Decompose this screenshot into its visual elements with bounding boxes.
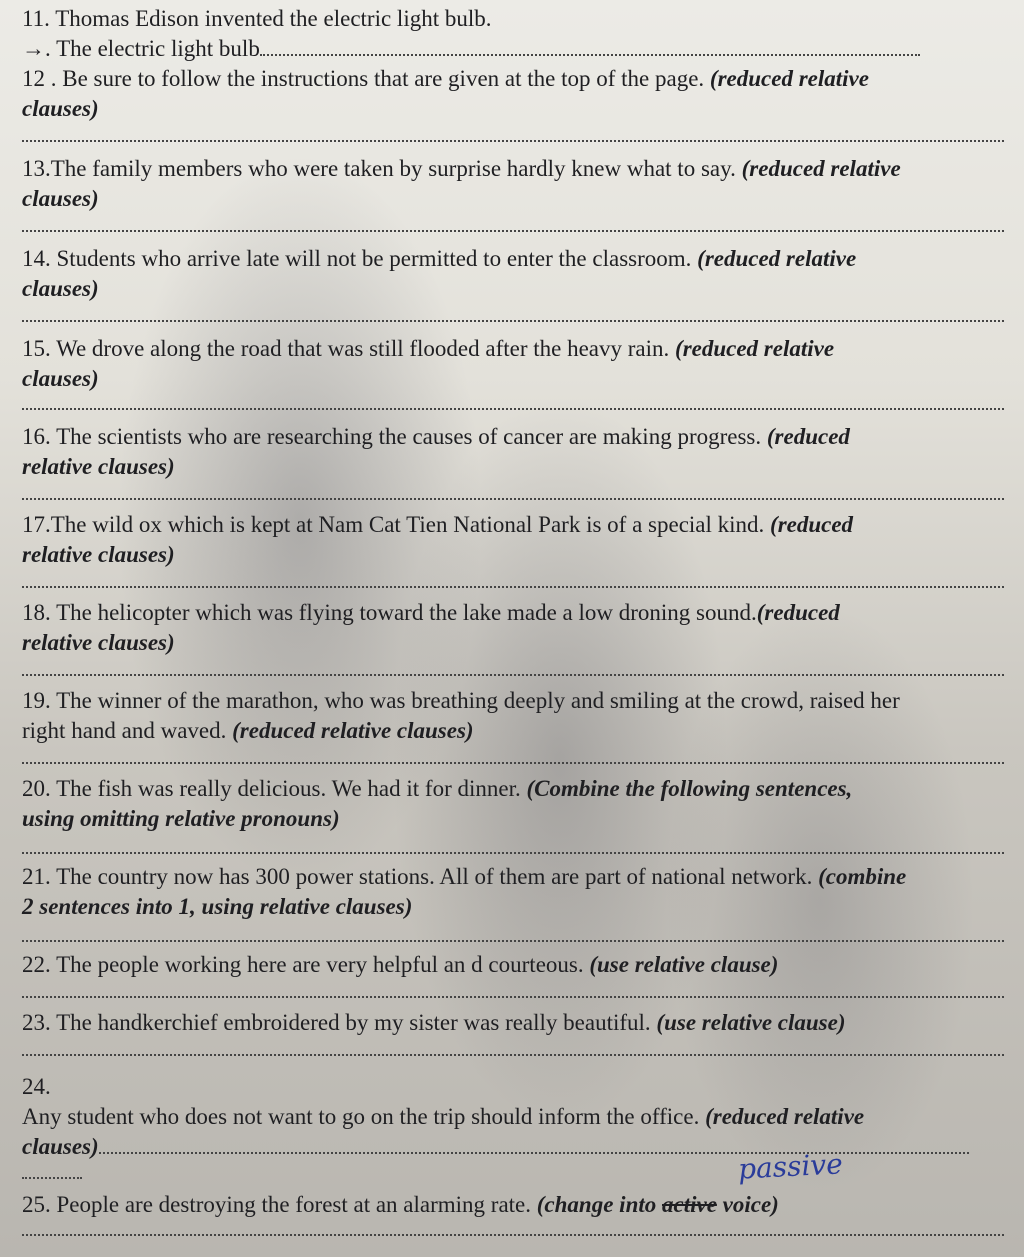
answer-dots (260, 53, 920, 56)
exercise-20-instruction: (Combine the following sentences, (526, 776, 853, 801)
exercise-22 (22, 950, 1010, 998)
exercise-12 (22, 64, 1010, 142)
handwritten-correction: passive (737, 1147, 844, 1186)
exercise-23 (22, 1008, 1010, 1056)
exercise-23-sentence: 23. The handkerchief embroidered by my sister was really beautiful. (22, 1010, 657, 1035)
exercise-11 (22, 4, 1010, 64)
exercise-25 (22, 1190, 1010, 1236)
exercise-19 (22, 686, 1010, 764)
exercise-17-answer-line[interactable] (22, 586, 1004, 588)
exercise-22-answer-line[interactable] (22, 996, 1004, 998)
exercise-16-answer-line[interactable] (22, 498, 1004, 500)
exercise-19-sentence-cont: right hand and waved. (22, 718, 233, 743)
exercise-13-sentence: 13.The family members who were taken by surprise hardly knew what to say. (22, 156, 742, 181)
exercise-23-instruction: (use relative clause) (656, 1010, 846, 1035)
exercise-23-answer-line[interactable] (22, 1054, 1004, 1056)
exercise-20-instruction-cont: using omitting relative pronouns) (22, 806, 340, 831)
exercise-12-sentence: 12 . Be sure to follow the instructions that are given at the top of the page. (22, 66, 710, 91)
exercise-15-line1 (22, 334, 1010, 364)
exercise-22-sentence: 22. The people working here are very helpful an d courteous. (22, 952, 590, 977)
exercise-14-instruction-cont: clauses) (22, 276, 99, 301)
exercise-16-sentence: 16. The scientists who are researching the causes of cancer are making progress. (22, 424, 767, 449)
exercise-11-sentence: 11. Thomas Edison invented the electric light bulb. (22, 6, 492, 31)
exercise-24-answer-line-extra[interactable] (22, 1176, 82, 1179)
exercise-13-instruction: (reduced relative (741, 156, 901, 181)
exercise-24 (22, 1072, 1010, 1184)
exercise-21-line1 (22, 862, 1010, 892)
exercise-22-line1 (22, 950, 1010, 980)
exercise-14-answer-line[interactable] (22, 320, 1004, 322)
exercise-24-line1 (22, 1102, 1010, 1132)
exercise-21-instruction: (combine (818, 864, 907, 889)
exercise-16-instruction-cont: relative clauses) (22, 454, 175, 479)
exercise-12-instruction-cont: clauses) (22, 96, 99, 121)
exercise-13-answer-line[interactable] (22, 230, 1004, 232)
exercise-11-prompt: →. The electric light bulb (22, 36, 260, 61)
exercise-25-instruction (537, 1192, 779, 1217)
exercise-20-answer-line[interactable] (22, 852, 1004, 854)
exercise-23-line1 (22, 1008, 1010, 1038)
exercise-14-line1 (22, 244, 1010, 274)
exercise-14-sentence: 14. Students who arrive late will not be permitted to enter the classroom. (22, 246, 698, 271)
exercise-24-instruction: (reduced relative (705, 1104, 865, 1129)
exercise-12-instruction: (reduced relative (709, 66, 869, 91)
exercise-21 (22, 862, 1010, 942)
exercise-24-instruction-cont: clauses) (22, 1134, 99, 1159)
exercise-18-line1 (22, 598, 1010, 628)
exercise-25-answer-line[interactable] (22, 1234, 1004, 1236)
exercise-25-sentence: 25. People are destroying the forest at an alarming rate. (22, 1192, 537, 1217)
exercise-21-answer-line[interactable] (22, 940, 1004, 942)
exercise-18-sentence: 18. The helicopter which was flying toward the lake made a low droning sound. (22, 600, 757, 625)
exercise-20-sentence: 20. The fish was really delicious. We had it for dinner. (22, 776, 527, 801)
exercise-15 (22, 334, 1010, 410)
exercise-21-sentence: 21. The country now has 300 power stations. All of them are part of national network. (22, 864, 819, 889)
exercise-20-line1 (22, 774, 1010, 804)
exercise-17-instruction-cont: relative clauses) (22, 542, 175, 567)
exercise-12-line1 (22, 64, 1010, 94)
exercise-16-instruction: (reduced (766, 424, 850, 449)
exercise-19-line2 (22, 716, 1010, 746)
exercise-17-sentence: 17.The wild ox which is kept at Nam Cat Tien National Park is of a special kind. (22, 512, 771, 537)
exercise-17-line1 (22, 510, 1010, 540)
exercise-15-sentence: 15. We drove along the road that was still flooded after the heavy rain. (22, 336, 676, 361)
exercise-25-instruction-end: voice) (716, 1192, 779, 1217)
exercise-13-instruction-cont: clauses) (22, 186, 99, 211)
exercise-25-line1 (22, 1190, 1010, 1220)
exercise-16 (22, 422, 1010, 500)
exercise-24-line2[interactable] (22, 1132, 1010, 1162)
exercise-12-answer-line[interactable] (22, 140, 1004, 142)
exercise-25-instruction-start: (change into (536, 1192, 662, 1217)
exercise-17-instruction: (reduced (770, 512, 854, 537)
exercise-14 (22, 244, 1010, 322)
exercise-18-instruction-cont: relative clauses) (22, 630, 175, 655)
exercise-18-instruction: (reduced (756, 600, 840, 625)
exercise-19-sentence: 19. The winner of the marathon, who was breathing deeply and smiling at the crowd, raised her (22, 688, 900, 713)
exercise-17 (22, 510, 1010, 588)
exercise-19-answer-line[interactable] (22, 762, 1004, 764)
exercise-15-instruction-cont: clauses) (22, 366, 99, 391)
exercise-19-instruction: (reduced relative clauses) (232, 718, 474, 743)
exercise-13-line1 (22, 154, 1010, 184)
exercise-14-instruction: (reduced relative (697, 246, 857, 271)
struck-out-word: active (662, 1192, 717, 1217)
exercise-16-line1 (22, 422, 1010, 452)
exercise-18-answer-line[interactable] (22, 674, 1004, 676)
exercise-18 (22, 598, 1010, 676)
exercise-13 (22, 154, 1010, 232)
exercise-15-instruction: (reduced relative (675, 336, 835, 361)
exercise-15-answer-line[interactable] (22, 408, 1004, 410)
exercise-11-answer-line[interactable] (22, 34, 1010, 64)
exercise-20 (22, 774, 1010, 854)
exercise-24-number: 24. (22, 1074, 51, 1099)
exercise-21-instruction-cont: 2 sentences into 1, using relative clauses) (22, 894, 413, 919)
exercise-24-sentence: Any student who does not want to go on the trip should inform the office. (22, 1104, 706, 1129)
exercise-22-instruction: (use relative clause) (589, 952, 779, 977)
